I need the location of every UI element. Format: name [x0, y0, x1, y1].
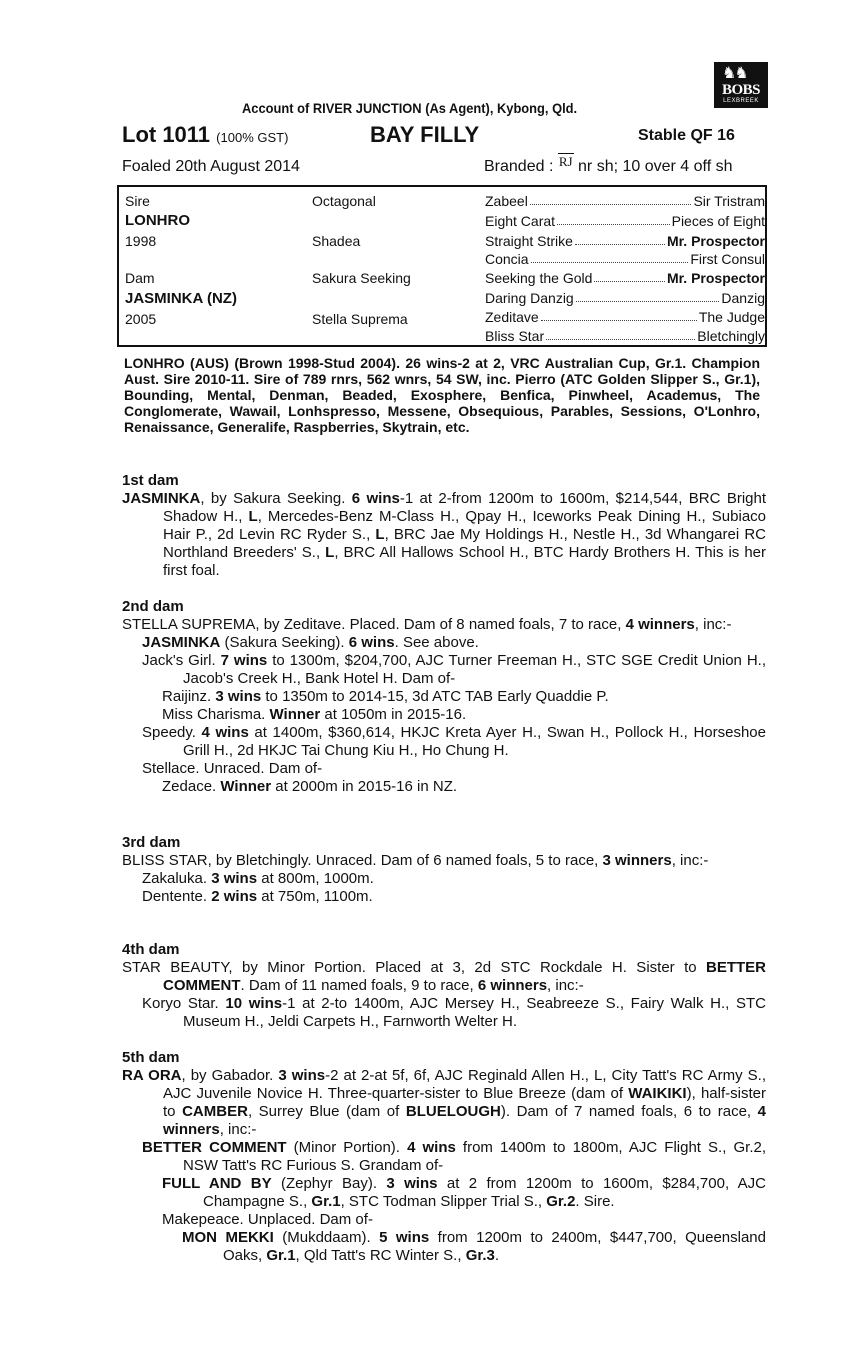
second-dam-section	[122, 598, 766, 796]
first-dam-section	[122, 472, 766, 580]
ggp-sire: Zabeel	[485, 193, 528, 209]
third-dam-intro: BLISS STAR, by Bletchingly. Unraced. Dam of 6 named foals, 5 to race, 3 winners, inc:-	[122, 852, 709, 869]
third-dam-section	[122, 834, 766, 906]
ggp-dam: First Consul	[690, 251, 765, 267]
produce-entry: Miss Charisma. Winner at 1050m in 2015-16.	[162, 706, 467, 723]
ggp-dam: Pieces of Eight	[671, 213, 765, 229]
ggp-sire: Concia	[485, 251, 529, 267]
fourth-dam-intro: STAR BEAUTY, by Minor Portion. Placed at 3, 2d STC Rockdale H. Sister to BETTER COMMENT. Dam of 11 named foals, 9 to race, 6 winners, inc:-	[122, 959, 766, 994]
second-dam-intro: STELLA SUPREMA, by Zeditave. Placed. Dam of 8 named foals, 7 to race, 4 winners, inc:-	[122, 616, 732, 633]
produce-entry: MON MEKKI (Mukddaam). 5 wins from 1200m to 2400m, $447,700, Queensland Oaks, Gr.1, Qld Tatt's RC Winter S., Gr.3.	[182, 1229, 766, 1264]
sire-summary: LONHRO (AUS) (Brown 1998-Stud 2004). 26 wins-2 at 2, VRC Australian Cup, Gr.1. Champion Aust. Sire 2010-11. Sire of 789 rnrs, 562 wnrs, 54 SW, inc. Pierro (ATC Golden Slipper S., Gr.1), Bounding, Mental, Denman, Beaded, Exosphere, Benfica, Pinwheel, Academus, The Conglomerate, Wawail, Lonhspresso, Messene, Obsequious, Parables, Sessions, O'Lonhro, Renaissance, Generalife, Raspberries, Skytrain, etc.	[124, 355, 760, 435]
ggp-row	[485, 328, 765, 344]
colour-sex: BAY FILLY	[370, 122, 480, 147]
fourth-dam-heading: 4th dam	[122, 941, 180, 958]
dam-of-dam: Stella Suprema	[312, 311, 408, 327]
produce-entry: Zedace. Winner at 2000m in 2015-16 in NZ.	[162, 778, 458, 795]
ggp-dam: Sir Tristram	[693, 193, 765, 209]
sire-name: LONHRO	[125, 212, 190, 229]
sire-label: Sire	[125, 193, 150, 209]
ggp-row	[485, 270, 765, 286]
second-dam-heading: 2nd dam	[122, 598, 184, 615]
produce-entry: Dentente. 2 wins at 750m, 1100m.	[142, 888, 373, 905]
produce-entry: BETTER COMMENT (Minor Portion). 4 wins from 1400m to 1800m, AJC Flight S., Gr.2, NSW Tatt's RC Furious S. Grandam of-	[142, 1139, 766, 1174]
ggp-sire: Seeking the Gold	[485, 270, 593, 286]
brand-description	[484, 154, 733, 176]
ggp-sire: Zeditave	[485, 309, 539, 325]
ggp-sire: Straight Strike	[485, 233, 573, 249]
logo-subtitle: LEXBREEK	[723, 98, 759, 104]
produce-entry: Stellace. Unraced. Dam of-	[142, 760, 323, 777]
foaling-date: Foaled 20th August 2014	[122, 158, 300, 175]
lot-label: Lot 1011	[122, 122, 211, 147]
ggp-dam: The Judge	[698, 309, 765, 325]
logo-brand: BOBS	[721, 82, 761, 98]
ggp-row	[485, 290, 765, 306]
branded-details: nr sh; 10 over 4 off sh	[578, 158, 733, 175]
ggp-dam: Danzig	[721, 290, 765, 306]
first-dam-heading: 1st dam	[122, 472, 179, 489]
dam-year: 2005	[125, 311, 157, 327]
produce-entry: Koryo Star. 10 wins-1 at 2-to 1400m, AJC Mersey H., Seabreeze S., Fairy Walk H., STC Museum H., Jeldi Carpets H., Farnworth Welter H.	[142, 995, 766, 1030]
fifth-dam-intro: RA ORA, by Gabador. 3 wins-2 at 2-at 5f, 6f, AJC Reginald Allen H., L, City Tatt's RC Army S., AJC Juvenile Novice H. Three-quarter-sister to Blue Breeze (dam of WAIKIKI), half-sister to CAMBER, Surrey Blue (dam of BLUELOUGH). Dam of 7 named foals, 6 to race, 4 winners, inc:-	[122, 1067, 767, 1138]
ggp-dam: Mr. Prospector	[666, 270, 765, 286]
ggp-dam: Mr. Prospector	[666, 233, 765, 249]
branded-label: Branded :	[484, 158, 554, 175]
produce-entry: Zakaluka. 3 wins at 800m, 1000m.	[142, 870, 374, 887]
dam-of-sire: Shadea	[312, 233, 361, 249]
produce-entry: Makepeace. Unplaced. Dam of-	[162, 1211, 373, 1228]
first-dam-text: JASMINKA, by Sakura Seeking. 6 wins-1 at 2-from 1200m to 1600m, $214,544, BRC Bright Shadow H., L, Mercedes-Benz M-Class H., Qpay H., Iceworks Peak Dining H., Subiaco Hair P., 2d Levin RC Ryder S., L, BRC Jae My Holdings H., Nestle H., 3d Whangarei RC Northland Breeders' S., L, BRC All Hallows School H., BTC Hardy Brothers H. This is her first foal.	[122, 490, 766, 579]
ggp-dam: Bletchingly	[697, 328, 765, 344]
ggp-row	[485, 251, 765, 267]
produce-entry: Speedy. 4 wins at 1400m, $360,614, HKJC Kreta Ayer H., Swan H., Pollock H., Horseshoe Grill H., 2d HKJC Tai Chung Kiu H., Ho Chung H.	[142, 724, 766, 759]
produce-entry: JASMINKA (Sakura Seeking). 6 wins. See above.	[142, 634, 479, 651]
stable-number: Stable QF 16	[638, 127, 735, 144]
fifth-dam-section	[122, 1049, 766, 1265]
ggp-row	[485, 213, 765, 229]
dam-label: Dam	[125, 270, 155, 286]
ggp-row	[485, 309, 765, 325]
dam-name: JASMINKA (NZ)	[125, 290, 237, 307]
lot-number	[122, 122, 288, 148]
horse-icon: ♞♞	[722, 65, 747, 82]
pedigree-table	[117, 185, 767, 347]
ggp-sire: Eight Carat	[485, 213, 556, 229]
produce-entry: Jack's Girl. 7 wins to 1300m, $204,700, AJC Turner Freeman H., STC SGE Credit Union H., Jacob's Creek H., Bank Hotel H. Dam of-	[142, 652, 766, 687]
ggp-row	[485, 233, 765, 249]
ggp-sire: Daring Danzig	[485, 290, 574, 306]
third-dam-heading: 3rd dam	[122, 834, 181, 851]
vendor-account: Account of RIVER JUNCTION (As Agent), Kybong, Qld.	[242, 100, 578, 116]
sire-year: 1998	[125, 233, 157, 249]
gst-note: (100% GST)	[216, 130, 289, 145]
sire-of-dam: Sakura Seeking	[312, 270, 411, 286]
fifth-dam-heading: 5th dam	[122, 1049, 180, 1066]
fourth-dam-section	[122, 941, 766, 1031]
auction-house-logo	[714, 62, 768, 108]
produce-entry: Raijinz. 3 wins to 1350m to 2014-15, 3d ATC TAB Early Quaddie P.	[162, 688, 609, 705]
sire-of-sire: Octagonal	[312, 193, 376, 209]
ggp-sire: Bliss Star	[485, 328, 545, 344]
ggp-row	[485, 193, 765, 209]
brand-mark: RJ	[558, 154, 573, 169]
produce-entry: FULL AND BY (Zephyr Bay). 3 wins at 2 from 1200m to 1600m, $284,700, AJC Champagne S., Gr.1, STC Todman Slipper Trial S., Gr.2. Sire.	[162, 1175, 766, 1210]
